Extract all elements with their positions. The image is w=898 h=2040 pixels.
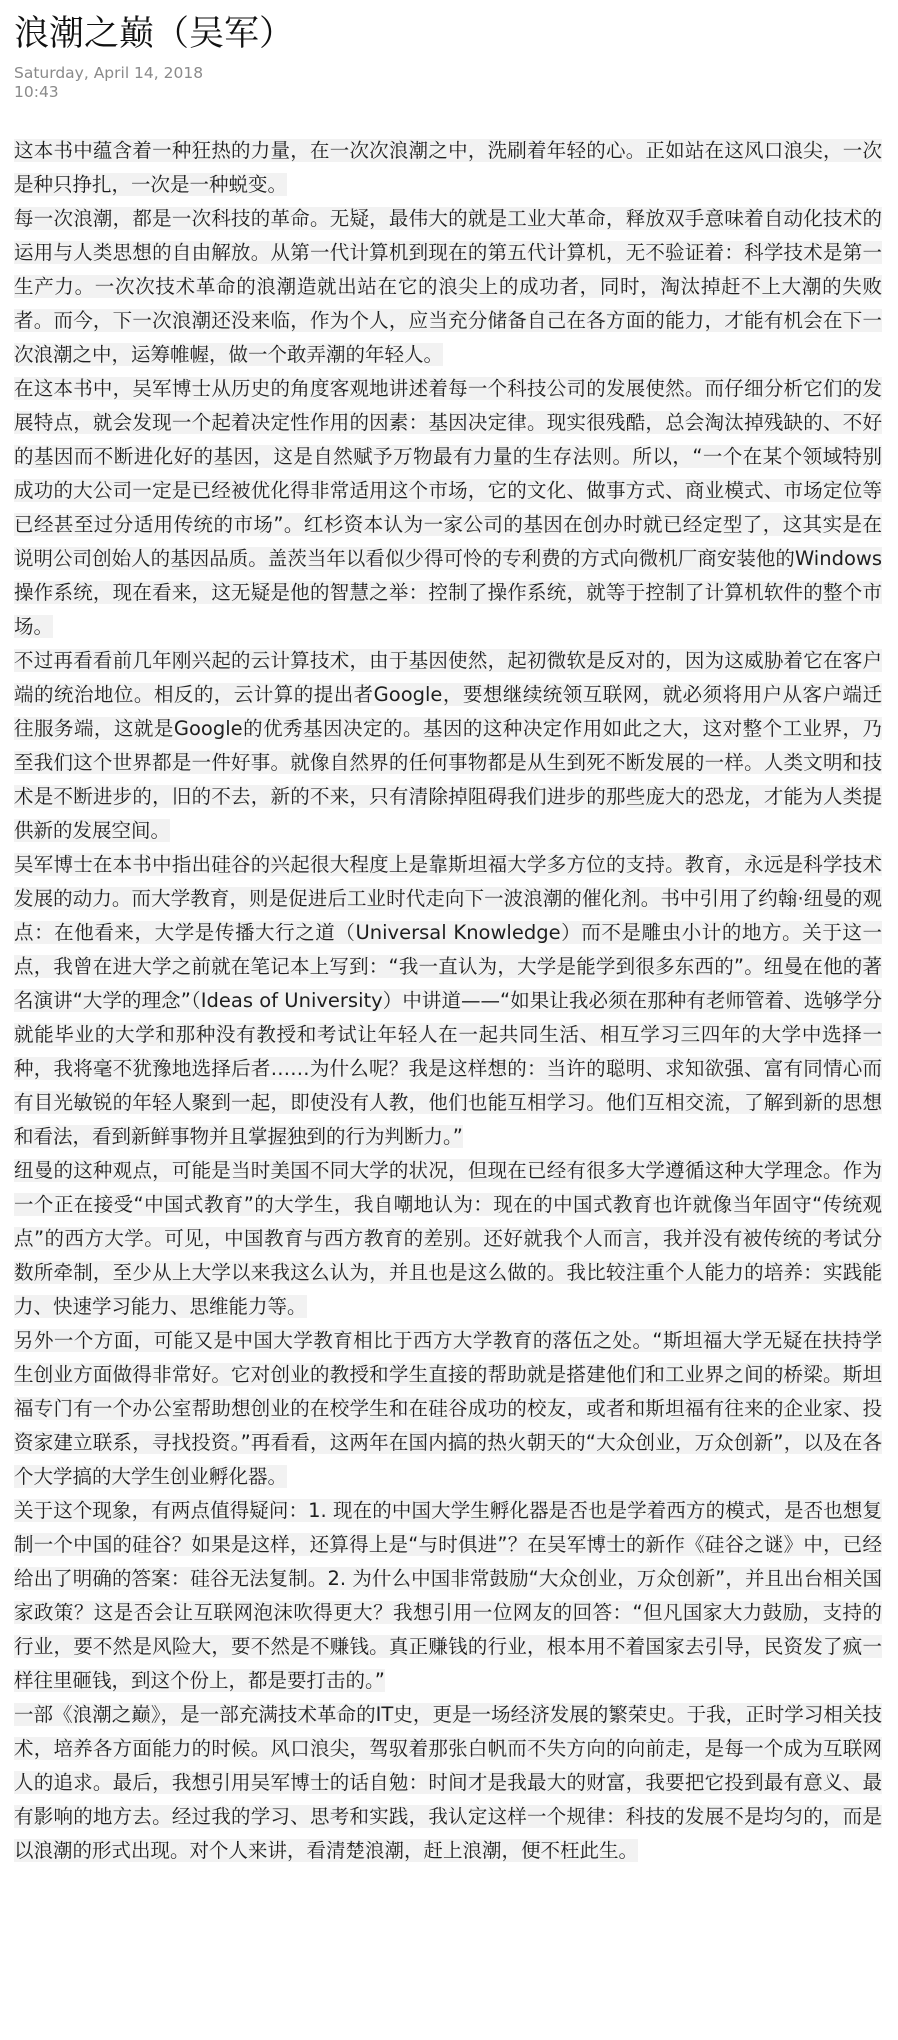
paragraph: 每一次浪潮，都是一次科技的革命。无疑，最伟大的就是工业大革命，释放双手意味着自动化技术的运用与人类思想的自由解放。从第一代计算机到现在的第五代计算机，无不验证着：科学技术是第一生产力。一次次技术革命的浪潮造就出站在它的浪尖上的成功者，同时，淘汰掉赶不上大潮的失败者。而今，下一次浪潮还没来临，作为个人，应当充分储备自己在各方面的能力，才能有机会在下一次浪潮之中，运筹帷幄，做一个敢弄潮的年轻人。	[14, 207, 882, 366]
paragraph: 在这本书中，吴军博士从历史的角度客观地讲述着每一个科技公司的发展使然。而仔细分析它们的发展特点，就会发现一个起着决定性作用的因素：基因决定律。现实很残酷，总会淘汰掉残缺的、不好的基因而不断进化好的基因，这是自然赋予万物最有力量的生存法则。所以，“一个在某个领域特别成功的大公司一定是已经被优化得非常适用这个市场，它的文化、做事方式、商业模式、市场定位等已经甚至过分适用传统的市场”。红杉资本认为一家公司的基因在创办时就已经定型了，这其实是在说明公司创始人的基因品质。盖茨当年以看似少得可怜的专利费的方式向微机厂商安装他的Windows操作系统，现在看来，这无疑是他的智慧之举：控制了操作系统，就等于控制了计算机软件的整个市场。	[14, 377, 882, 638]
paragraph: 不过再看看前几年刚兴起的云计算技术，由于基因使然，起初微软是反对的，因为这威胁着它在客户端的统治地位。相反的，云计算的提出者Google，要想继续统领互联网，就必须将用户从客户端迁往服务端，这就是Google的优秀基因决定的。基因的这种决定作用如此之大，这对整个工业界，乃至我们这个世界都是一件好事。就像自然界的任何事物都是从生到死不断发展的一样。人类文明和技术是不断进步的，旧的不去，新的不来，只有清除掉阻碍我们进步的那些庞大的恐龙，才能为人类提供新的发展空间。	[14, 649, 882, 842]
note-date: Saturday, April 14, 2018	[14, 64, 204, 82]
note-timestamp	[14, 64, 203, 102]
note-body[interactable]	[14, 134, 882, 1868]
paragraph: 纽曼的这种观点，可能是当时美国不同大学的状况，但现在已经有很多大学遵循这种大学理念。作为一个正在接受“中国式教育”的大学生，我自嘲地认为：现在的中国式教育也许就像当年固守“传统观点”的西方大学。可见，中国教育与西方教育的差别。还好就我个人而言，我并没有被传统的考试分数所牵制，至少从上大学以来我这么认为，并且也是这么做的。我比较注重个人能力的培养：实践能力、快速学习能力、思维能力等。	[14, 1159, 882, 1318]
paragraph: 一部《浪潮之巅》，是一部充满技术革命的IT史，更是一场经济发展的繁荣史。于我，正时学习相关技术，培养各方面能力的时候。风口浪尖，驾驭着那张白帆而不失方向的向前走，是每一个成为互联网人的追求。最后，我想引用吴军博士的话自勉：时间才是我最大的财富，我要把它投到最有意义、最有影响的地方去。经过我的学习、思考和实践，我认定这样一个规律：科技的发展不是均匀的，而是以浪潮的形式出现。对个人来讲，看清楚浪潮，赶上浪潮，便不枉此生。	[14, 1703, 882, 1862]
paragraph: 关于这个现象，有两点值得疑问：1. 现在的中国大学生孵化器是否也是学着西方的模式，是否也想复制一个中国的硅谷？如果是这样，还算得上是“与时俱进”？在吴军博士的新作《硅谷之谜》中，已经给出了明确的答案：硅谷无法复制。2. 为什么中国非常鼓励“大众创业，万众创新”，并且出台相关国家政策？这是否会让互联网泡沫吹得更大？我想引用一位网友的回答：“但凡国家大力鼓励，支持的行业，要不然是风险大，要不然是不赚钱。真正赚钱的行业，根本用不着国家去引导，民资发了疯一样往里砸钱，到这个份上，都是要打击的。”	[14, 1499, 882, 1692]
page-title: 浪潮之巅（吴军）	[14, 14, 295, 54]
note-time: 10:43	[14, 83, 59, 101]
paragraph: 这本书中蕴含着一种狂热的力量，在一次次浪潮之中，洗刷着年轻的心。正如站在这风口浪尖，一次是种只挣扎，一次是一种蜕变。	[14, 139, 882, 196]
paragraph: 吴军博士在本书中指出硅谷的兴起很大程度上是靠斯坦福大学多方位的支持。教育，永远是科学技术发展的动力。而大学教育，则是促进后工业时代走向下一波浪潮的催化剂。书中引用了约翰·纽曼的观点：在他看来，大学是传播大行之道（Universal Knowledge）而不是雕虫小计的地方。关于这一点，我曾在进大学之前就在笔记本上写到：“我一直认为，大学是能学到很多东西的”。纽曼在他的著名演讲“大学的理念”（Ideas of University）中讲道——“如果让我必须在那种有老师管着、选够学分就能毕业的大学和那种没有教授和考试让年轻人在一起共同生活、相互学习三四年的大学中选择一种，我将毫不犹豫地选择后者……为什么呢？我是这样想的：当许的聪明、求知欲强、富有同情心而有目光敏锐的年轻人聚到一起，即使没有人教，他们也能互相学习。他们互相交流，了解到新的思想和看法，看到新鲜事物并且掌握独到的行为判断力。”	[14, 853, 882, 1148]
paragraph: 另外一个方面，可能又是中国大学教育相比于西方大学教育的落伍之处。“斯坦福大学无疑在扶持学生创业方面做得非常好。它对创业的教授和学生直接的帮助就是搭建他们和工业界之间的桥梁。斯坦福专门有一个办公室帮助想创业的在校学生和在硅谷成功的校友，或者和斯坦福有往来的企业家、投资家建立联系，寻找投资。”再看看，这两年在国内搞的热火朝天的“大众创业，万众创新”，以及在各个大学搞的大学生创业孵化器。	[14, 1329, 882, 1488]
